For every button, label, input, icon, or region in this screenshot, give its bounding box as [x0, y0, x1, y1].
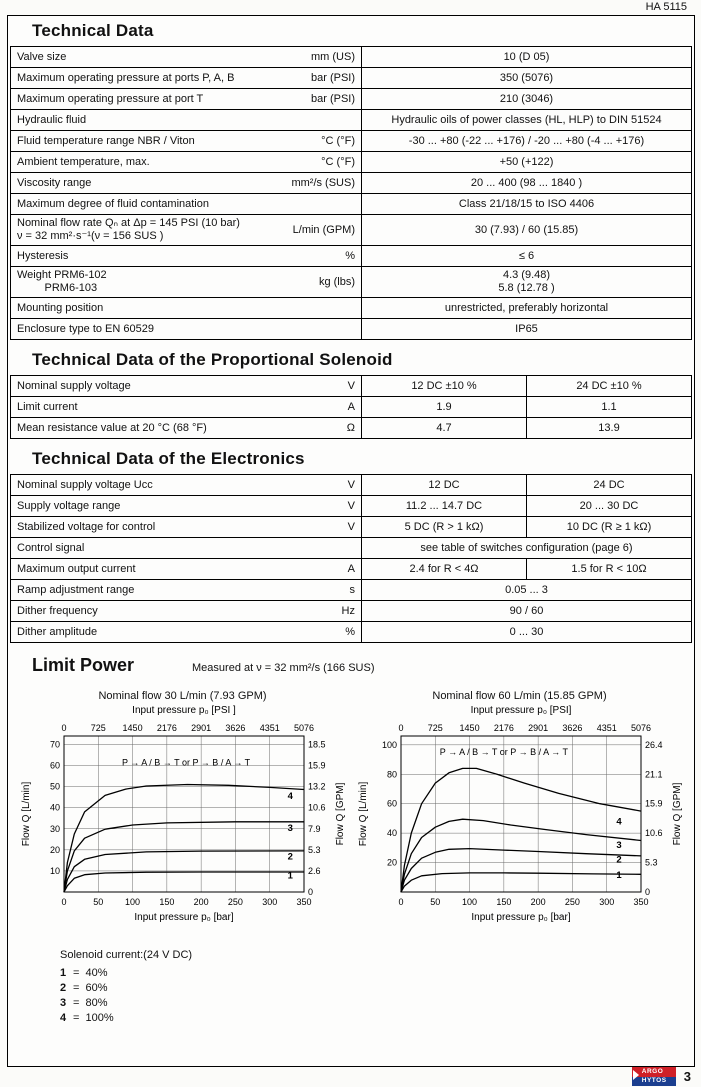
table-row [10, 517, 692, 538]
table-row [10, 601, 692, 622]
row-label: Mean resistance value at 20 °C (68 °F) [17, 421, 207, 434]
top-axis-tick-label: 0 [397, 723, 404, 733]
row-value: 350 (5076) [361, 68, 691, 88]
y-axis-tick-label-right: 26.4 [644, 739, 663, 750]
series-label-1: 1 [615, 870, 622, 882]
solenoid-table [10, 375, 692, 439]
row-value: 12 DC ±10 % [361, 376, 526, 396]
row-label: Dither frequency [17, 604, 98, 617]
row-value: -30 ... +80 (-22 ... +176) / -20 ... +80 (-4 ... +176) [361, 131, 691, 151]
row-unit: s [349, 584, 355, 596]
row-unit: °C (°F) [321, 156, 355, 168]
series-curve-4 [64, 785, 304, 893]
legend-items [60, 967, 694, 1024]
row-label-cell [11, 496, 361, 516]
row-label: Weight PRM6-102 PRM6-103 [17, 269, 107, 294]
row-value: IP65 [361, 319, 691, 339]
legend-value: = 100% [73, 1012, 114, 1024]
y-axis-tick-label-right: 10.6 [307, 802, 326, 813]
table-row [10, 376, 692, 397]
y-axis-tick-label-right: 0 [644, 887, 650, 897]
row-label: Supply voltage range [17, 499, 121, 512]
top-axis-tick-label: 2901 [527, 723, 548, 733]
row-label-cell [11, 246, 361, 266]
x-axis-tick-label: 250 [564, 897, 580, 907]
row-label-cell [11, 376, 361, 396]
row-unit: bar (PSI) [310, 72, 355, 84]
legend-key: 2 [60, 982, 67, 994]
table-row [10, 267, 692, 298]
row-label: Ambient temperature, max. [17, 155, 150, 168]
section-title-technical-data: Technical Data [32, 21, 154, 40]
y-axis-tick-label-right: 5.3 [644, 857, 658, 868]
row-label-cell [11, 475, 361, 495]
table-row [10, 298, 692, 319]
row-unit: °C (°F) [321, 135, 355, 147]
table-row [10, 475, 692, 496]
top-axis-label: Input pressure p₀ [PSI ] [131, 705, 236, 716]
table-row [10, 131, 692, 152]
row-label-cell [11, 194, 361, 214]
row-label: Stabilized voltage for control [17, 520, 156, 533]
x-axis-tick-label: 150 [495, 897, 511, 907]
x-axis-tick-label: 100 [124, 897, 140, 907]
x-axis-tick-label: 50 [429, 897, 440, 907]
table-row [10, 152, 692, 173]
limit-power-title: Limit Power [32, 655, 135, 675]
y-axis-tick-label-right: 2.6 [307, 865, 321, 876]
series-curve-3 [401, 819, 641, 892]
y-axis-tick-label-right: 15.9 [307, 760, 326, 771]
x-axis-label: Input pressure p₀ [bar] [470, 912, 571, 923]
y-axis-tick-label: 50 [49, 781, 60, 792]
row-label-cell [11, 47, 361, 67]
row-label: Nominal supply voltage [17, 379, 131, 392]
row-value: see table of switches configuration (page 6) [361, 538, 691, 558]
x-axis-tick-label: 50 [92, 897, 103, 907]
x-axis-tick-label: 0 [397, 897, 404, 907]
table-row [10, 319, 692, 340]
legend-value: = 40% [73, 967, 108, 979]
row-label-cell [11, 68, 361, 88]
chart-title-nominal-30: Nominal flow 30 L/min (7.93 GPM) [98, 690, 267, 702]
y-axis-tick-label: 40 [49, 802, 60, 813]
legend-value: = 80% [73, 997, 108, 1009]
row-value: 4.3 (9.48) 5.8 (12.78 ) [361, 267, 691, 297]
row-value: 1.5 for R < 10Ω [526, 559, 691, 579]
row-unit: A [347, 401, 355, 413]
legend-item [60, 1012, 694, 1024]
top-axis-tick-label: 4351 [259, 723, 280, 733]
x-axis-tick-label: 350 [295, 897, 312, 907]
series-label-4: 4 [287, 791, 293, 803]
y-axis-tick-label-right: 5.3 [307, 844, 321, 855]
y-axis-tick-label: 30 [49, 823, 60, 834]
row-label: Ramp adjustment range [17, 583, 135, 596]
series-label-1: 1 [287, 870, 293, 882]
series-label-4: 4 [615, 816, 622, 828]
row-label-cell [11, 215, 361, 245]
row-label-cell [11, 152, 361, 172]
top-axis-tick-label: 2176 [156, 723, 177, 733]
row-value: 13.9 [526, 418, 691, 438]
row-value: unrestricted, preferably horizontal [361, 298, 691, 318]
x-axis-tick-label: 150 [158, 897, 174, 907]
row-label: Maximum output current [17, 562, 136, 575]
row-unit: V [347, 500, 355, 512]
y-axis-tick-label: 70 [49, 739, 60, 750]
x-axis-tick-label: 100 [461, 897, 477, 907]
table-row [10, 559, 692, 580]
top-axis-tick-label: 725 [427, 723, 443, 733]
row-value: 0.05 ... 3 [361, 580, 691, 600]
row-value: 4.7 [361, 418, 526, 438]
row-label-cell [11, 517, 361, 537]
x-axis-tick-label: 0 [60, 897, 67, 907]
legend-item [60, 997, 694, 1009]
x-axis-tick-label: 300 [261, 897, 277, 907]
electronics-table [10, 474, 692, 643]
x-axis-label: Input pressure p₀ [bar] [133, 912, 234, 923]
row-value: 11.2 ... 14.7 DC [361, 496, 526, 516]
y-axis-tick-label: 60 [386, 798, 397, 809]
series-curve-1 [401, 873, 641, 892]
row-value: 210 (3046) [361, 89, 691, 109]
plot-annotation: P → A / B → T or P → B / A → T [121, 757, 250, 768]
row-label: Dither amplitude [17, 625, 98, 638]
legend-key: 1 [60, 967, 67, 979]
row-label-cell [11, 131, 361, 151]
legend-key: 4 [60, 1012, 67, 1024]
series-curve-2 [401, 849, 641, 892]
row-value: 20 ... 30 DC [526, 496, 691, 516]
row-label: Hysteresis [17, 249, 69, 262]
table-row [10, 538, 692, 559]
plot-border [401, 736, 641, 892]
row-value: 1.9 [361, 397, 526, 417]
y-axis-tick-label-right: 10.6 [644, 828, 663, 839]
y-axis-tick-label-right: 7.9 [307, 823, 321, 834]
series-label-2: 2 [615, 854, 622, 866]
row-value: 24 DC ±10 % [526, 376, 691, 396]
row-unit: % [345, 250, 355, 262]
row-value: Hydraulic oils of power classes (HL, HLP) to DIN 51524 [361, 110, 691, 130]
top-axis-tick-label: 1450 [459, 723, 480, 733]
row-label-cell [11, 559, 361, 579]
table-row [10, 89, 692, 110]
row-value: ≤ 6 [361, 246, 691, 266]
row-label-cell [11, 110, 361, 130]
row-value: 2.4 for R < 4Ω [361, 559, 526, 579]
document-reference: HA 5115 [645, 1, 687, 13]
top-axis-label: Input pressure p₀ [PSI] [470, 705, 571, 716]
section-title-solenoid: Technical Data of the Proportional Solenoid [32, 350, 393, 369]
row-label: Nominal flow rate Qₙ at Δp = 145 PSI (10 bar) ν = 32 mm²·s⁻¹(ν = 156 SUS ) [17, 217, 240, 242]
row-unit: V [347, 521, 355, 533]
x-axis-tick-label: 350 [632, 897, 649, 907]
solenoid-current-legend [60, 949, 694, 1024]
y-axis-tick-label: 60 [49, 760, 60, 771]
row-value: 12 DC [361, 475, 526, 495]
series-label-3: 3 [615, 839, 622, 851]
row-unit: Ω [346, 422, 355, 434]
technical-data-table [10, 46, 692, 340]
x-axis-tick-label: 200 [193, 897, 209, 907]
limit-power-subtitle: Measured at ν = 32 mm²/s (166 SUS) [192, 662, 375, 674]
row-value: +50 (+122) [361, 152, 691, 172]
plot-annotation: P → A / B → T or P → B / A → T [439, 747, 568, 758]
top-axis-tick-label: 2176 [493, 723, 514, 733]
row-label-cell [11, 418, 361, 438]
row-label-cell [11, 622, 361, 642]
limit-power-chart-60 [355, 702, 685, 937]
row-unit: mm (US) [311, 51, 355, 63]
legend-item [60, 967, 694, 979]
chart-title-nominal-60: Nominal flow 60 L/min (15.85 GPM) [432, 690, 607, 702]
legend-key: 3 [60, 997, 67, 1009]
table-row [10, 173, 692, 194]
row-label: Valve size [17, 50, 67, 63]
x-axis-tick-label: 250 [227, 897, 243, 907]
argo-hytos-logo [632, 1067, 676, 1086]
chart-block-nominal-60 [351, 680, 688, 937]
table-row [10, 68, 692, 89]
row-label: Nominal supply voltage Uᴄᴄ [17, 478, 153, 491]
legend-item [60, 982, 694, 994]
page-number: 3 [683, 1069, 691, 1084]
row-label: Fluid temperature range NBR / Viton [17, 134, 195, 147]
y-axis-tick-label: 80 [386, 769, 397, 780]
y-axis-tick-label: 40 [386, 828, 397, 839]
series-label-2: 2 [287, 851, 293, 863]
section-title-electronics: Technical Data of the Electronics [32, 449, 305, 468]
y-axis-tick-label: 20 [49, 844, 60, 855]
page-frame [7, 15, 695, 1067]
table-row [10, 215, 692, 246]
row-value: 10 DC (R ≥ 1 kΩ) [526, 517, 691, 537]
row-value: 1.1 [526, 397, 691, 417]
row-label: Maximum degree of fluid contamination [17, 197, 209, 210]
row-value: 90 / 60 [361, 601, 691, 621]
y-axis-label-right: Flow Q [GPM] [671, 782, 683, 846]
y-axis-label-right: Flow Q [GPM] [334, 782, 346, 846]
row-label-cell [11, 397, 361, 417]
row-label-cell [11, 89, 361, 109]
row-label: Maximum operating pressure at ports P, A, B [17, 71, 235, 84]
chart-block-nominal-30 [14, 680, 351, 937]
y-axis-tick-label-right: 0 [307, 887, 313, 897]
row-label: Maximum operating pressure at port T [17, 92, 204, 105]
row-unit: bar (PSI) [310, 93, 355, 105]
row-unit: L/min (GPM) [292, 224, 355, 236]
top-axis-tick-label: 725 [90, 723, 106, 733]
row-unit: kg (lbs) [318, 276, 355, 288]
row-unit: A [347, 563, 355, 575]
row-label: Hydraulic fluid [17, 113, 87, 126]
top-axis-tick-label: 1450 [122, 723, 143, 733]
row-value: 30 (7.93) / 60 (15.85) [361, 215, 691, 245]
row-label-cell [11, 267, 361, 297]
x-axis-tick-label: 300 [598, 897, 614, 907]
y-axis-tick-label-right: 21.1 [644, 769, 663, 780]
row-label-cell [11, 173, 361, 193]
row-value: 0 ... 30 [361, 622, 691, 642]
top-axis-tick-label: 5076 [630, 723, 651, 733]
row-label: Control signal [17, 541, 85, 554]
row-label-cell [11, 601, 361, 621]
y-axis-tick-label: 100 [381, 739, 397, 750]
row-label-cell [11, 538, 361, 558]
legend-value: = 60% [73, 982, 108, 994]
row-label-cell [11, 580, 361, 600]
limit-power-chart-30 [18, 702, 348, 937]
row-unit: V [347, 479, 355, 491]
top-axis-tick-label: 3626 [561, 723, 582, 733]
row-unit: mm²/s (SUS) [291, 177, 355, 189]
y-axis-tick-label-right: 13.2 [307, 781, 326, 792]
row-label: Enclosure type to EN 60529 [17, 322, 154, 335]
row-label: Mounting position [17, 301, 104, 314]
row-label: Viscosity range [17, 176, 92, 189]
series-curve-1 [64, 872, 304, 892]
table-row [10, 194, 692, 215]
table-row [10, 47, 692, 68]
y-axis-label-left: Flow Q [L/min] [357, 781, 369, 847]
row-value: 24 DC [526, 475, 691, 495]
row-unit: V [347, 380, 355, 392]
table-row [10, 110, 692, 131]
top-axis-tick-label: 3626 [224, 723, 245, 733]
top-axis-tick-label: 0 [60, 723, 67, 733]
top-axis-tick-label: 2901 [190, 723, 211, 733]
row-unit: % [345, 626, 355, 638]
series-label-3: 3 [287, 822, 293, 834]
row-value: Class 21/18/15 to ISO 4406 [361, 194, 691, 214]
y-axis-tick-label-right: 18.5 [307, 739, 326, 750]
series-curve-3 [64, 822, 304, 892]
row-label-cell [11, 319, 361, 339]
y-axis-label-left: Flow Q [L/min] [20, 781, 32, 847]
y-axis-tick-label: 20 [386, 857, 397, 868]
table-row [10, 397, 692, 418]
table-row [10, 418, 692, 439]
top-axis-tick-label: 4351 [596, 723, 617, 733]
y-axis-tick-label-right: 15.9 [644, 798, 663, 809]
row-label: Limit current [17, 400, 78, 413]
legend-title: Solenoid current:(24 V DC) [60, 949, 193, 961]
table-row [10, 496, 692, 517]
charts-row [8, 680, 694, 937]
row-label-cell [11, 298, 361, 318]
x-axis-tick-label: 200 [530, 897, 546, 907]
logo-argo-text: ARGO [632, 1067, 676, 1077]
row-unit: Hz [341, 605, 355, 617]
logo-hytos-text: HYTOS [632, 1077, 676, 1087]
table-row [10, 622, 692, 643]
row-value: 20 ... 400 (98 ... 1840 ) [361, 173, 691, 193]
page-footer [632, 1067, 691, 1086]
table-row [10, 580, 692, 601]
table-row [10, 246, 692, 267]
y-axis-tick-label: 10 [49, 865, 60, 876]
row-value: 10 (D 05) [361, 47, 691, 67]
top-axis-tick-label: 5076 [293, 723, 314, 733]
limit-power-header [32, 655, 694, 676]
row-value: 5 DC (R > 1 kΩ) [361, 517, 526, 537]
